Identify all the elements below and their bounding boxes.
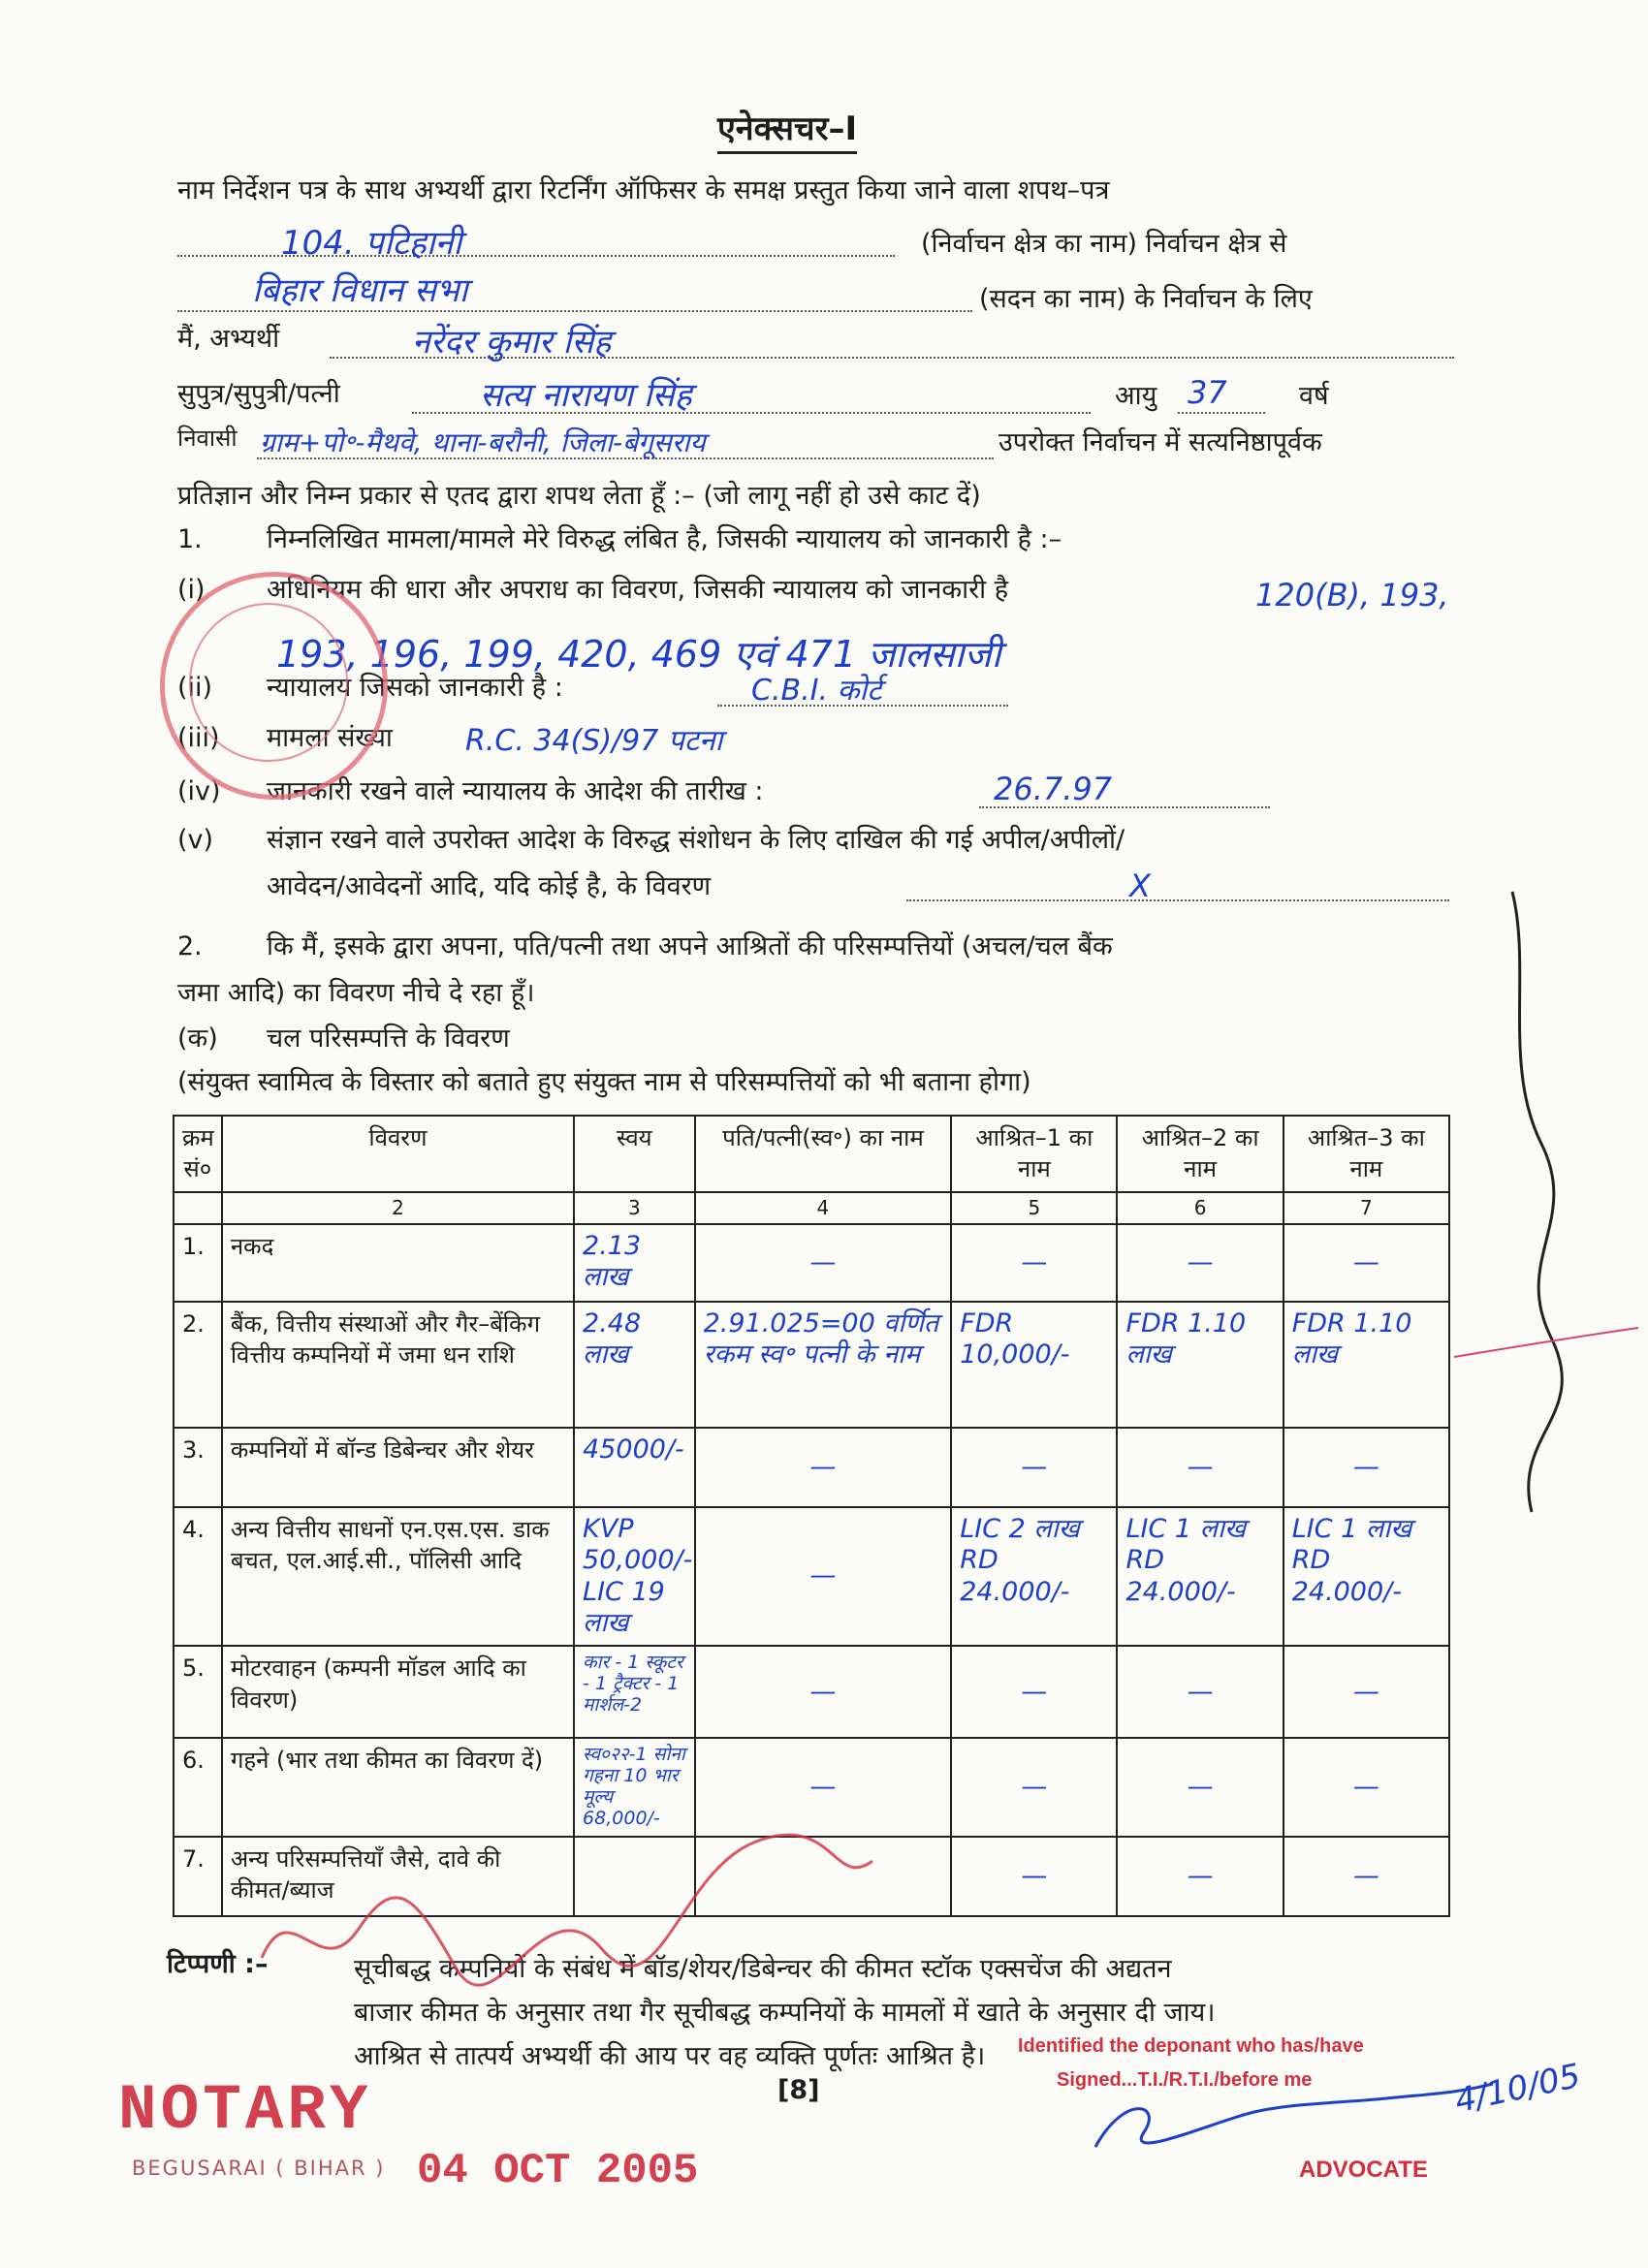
cell-serial: 4. xyxy=(174,1507,222,1647)
s1-item-value: R.C. 34(S)/97 पटना xyxy=(465,724,723,758)
s1-item-value: 120(B), 193, xyxy=(1255,577,1449,614)
s1-item-value: X xyxy=(1129,867,1151,904)
cell-self: 45000/- xyxy=(574,1428,695,1507)
signed-stamp: Signed...T.I./R.T.I./before me xyxy=(1057,2069,1313,2091)
relation-value: सत्य नारायण सिंह xyxy=(480,376,692,415)
s1-item-value: 26.7.97 xyxy=(994,771,1113,807)
cell-dependent-2: — xyxy=(1117,1837,1283,1916)
cell-serial: 6. xyxy=(174,1738,222,1836)
cell-self: कार - 1 स्कूटर - 1 ट्रैक्टर - 1 मार्शल-2 xyxy=(574,1646,695,1738)
s1-item-label: जानकारी रखने वाले न्यायालय के आदेश की तारीख : xyxy=(267,776,764,806)
cell-spouse: — xyxy=(695,1738,952,1836)
cell-dependent-1: — xyxy=(951,1646,1117,1738)
constituency-value: 104. पटिहानी xyxy=(281,224,462,263)
resident-suffix: उपरोक्त निर्वाचन में सत्यनिष्ठापूर्वक xyxy=(998,427,1322,457)
notary-stamp: NOTARY xyxy=(118,2074,372,2147)
cell-description: गहने (भार तथा कीमत का विवरण दें) xyxy=(222,1738,574,1836)
cell-self: 2.13 लाख xyxy=(574,1224,695,1302)
cell-dependent-1: — xyxy=(951,1837,1117,1916)
relation-label: सुपुत्र/सुपुत्री/पत्नी xyxy=(177,379,340,409)
house-value: बिहार विधान सभा xyxy=(252,271,468,310)
s1-item-label: आवेदन/आवेदनों आदि, यदि कोई है, के विवरण xyxy=(267,871,712,901)
s1-item-num: (v) xyxy=(177,825,214,855)
s1-item-label: न्यायालय जिसको जानकारी है : xyxy=(267,673,563,703)
s1-item-label: मामला संख्या xyxy=(267,723,393,753)
intro-line-1: नाम निर्देशन पत्र के साथ अभ्यर्थी द्वारा रिटर्निंग ऑफिसर के समक्ष प्रस्तुत किया जाने वाला शपथ–पत्र xyxy=(177,175,1110,205)
header-dependent-1: आश्रित–1 का नाम xyxy=(951,1116,1117,1192)
header-spouse: पति/पत्नी(स्व॰) का नाम xyxy=(695,1116,952,1192)
cell-self: 2.48 लाख xyxy=(574,1302,695,1428)
cell-dependent-2: — xyxy=(1117,1738,1283,1836)
cell-serial: 7. xyxy=(174,1837,222,1916)
cell-dependent-1: LIC 2 लाख RD 24.000/- xyxy=(951,1507,1117,1647)
cell-dependent-3: FDR 1.10 लाख xyxy=(1284,1302,1449,1428)
advocate-stamp: ADVOCATE xyxy=(1299,2157,1428,2183)
s1-item-num: (i) xyxy=(177,575,206,605)
resident-label: निवासी xyxy=(177,425,238,452)
cell-dependent-2: — xyxy=(1117,1428,1283,1507)
cell-dependent-3: — xyxy=(1284,1428,1449,1507)
cell-spouse: — xyxy=(695,1428,952,1507)
section1-text: निम्नलिखित मामला/मामले मेरे विरुद्ध लंबित है, जिसकी न्यायालय को जानकारी है :– xyxy=(267,524,1062,554)
intro-line-7: प्रतिज्ञान और निम्न प्रकार से एतद द्वारा शपथ लेता हूँ :– (जो लागू नहीं हो उसे काट दें) xyxy=(177,481,981,511)
cell-description: नकद xyxy=(222,1224,574,1302)
house-label: (सदन का नाम) के निर्वाचन के लिए xyxy=(979,284,1313,314)
cell-serial: 1. xyxy=(174,1224,222,1302)
resident-value: ग्राम+पो॰-मैथवे, थाना-बरौनी, जिला-बेगूसराय xyxy=(260,426,706,458)
cell-dependent-3: — xyxy=(1284,1837,1449,1916)
section1-number: 1. xyxy=(177,524,203,554)
footer-note-line-1: सूचीबद्ध कम्पनियों के संबंध में बॉड/शेयर/डिबेन्चर की कीमत स्टॉक एक्सचेंज की अद्यतन xyxy=(354,1954,1172,1984)
s1-item-label: अधिनियम की धारा और अपराध का विवरण, जिसकी न्यायालय को जानकारी है xyxy=(267,575,1009,605)
header-serial: क्रम सं० xyxy=(174,1116,222,1192)
col-number: 5 xyxy=(951,1192,1117,1224)
cell-dependent-3: — xyxy=(1284,1738,1449,1836)
section2-number: 2. xyxy=(177,931,203,961)
cell-serial: 5. xyxy=(174,1646,222,1738)
footer-note-line-2: बाजार कीमत के अनुसार तथा गैर सूचीबद्ध कम्पनियों के मामलों में खाते के अनुसार दी जाय। xyxy=(354,1998,1216,2028)
s1-item-num: (iv) xyxy=(177,776,221,806)
cell-spouse: — xyxy=(695,1646,952,1738)
col-number: 2 xyxy=(222,1192,574,1224)
s1-item-num: (ii) xyxy=(177,673,213,703)
s1-item-num: (iii) xyxy=(177,723,220,753)
col-number: 7 xyxy=(1284,1192,1449,1224)
s1-item-value: 193, 196, 199, 420, 469 एवं 471 जालसाजी xyxy=(276,633,1001,676)
cell-dependent-2: — xyxy=(1117,1646,1283,1738)
constituency-label: (निर्वाचन क्षेत्र का नाम) निर्वाचन क्षेत्र से xyxy=(921,229,1287,259)
footer-note-line-3: आश्रित से तात्पर्य अभ्यर्थी की आय पर वह व्यक्ति पूर्णतः आश्रित है। xyxy=(354,2041,986,2071)
page-title: एनेक्सचर–I xyxy=(717,105,857,154)
cell-spouse: — xyxy=(695,1507,952,1647)
age-value: 37 xyxy=(1188,374,1227,411)
notary-place: BEGUSARAI ( BIHAR ) xyxy=(132,2157,386,2180)
col-number: 3 xyxy=(574,1192,695,1224)
advocate-date: 4/10/05 xyxy=(1451,2056,1584,2122)
cell-dependent-2: LIC 1 लाख RD 24.000/- xyxy=(1117,1507,1283,1647)
section2-sub-number: (क) xyxy=(177,1024,218,1054)
cell-dependent-3: LIC 1 लाख RD 24.000/- xyxy=(1284,1507,1449,1647)
cell-description: कम्पनियों में बॉन्ड डिबेन्चर और शेयर xyxy=(222,1428,574,1507)
section2-line-2: जमा आदि) का विवरण नीचे दे रहा हूँ। xyxy=(177,978,535,1008)
section2-note: (संयुक्त स्वामित्व के विस्तार को बताते हुए संयुक्त नाम से परिसम्पत्तियों को भी बताना होगा) xyxy=(177,1067,1031,1097)
cell-self: स्व०२२-1 सोना गहना 10 भार मूल्य 68,000/- xyxy=(574,1738,695,1836)
cell-spouse: — xyxy=(695,1224,952,1302)
age-label: आयु xyxy=(1115,381,1157,411)
cell-description: अन्य वित्तीय साधनों एन.एस.एस. डाक बचत, एल.आई.सी., पॉलिसी आदि xyxy=(222,1507,574,1647)
header-dependent-3: आश्रित–3 का नाम xyxy=(1284,1116,1449,1192)
s1-item-value: C.B.I. कोर्ट xyxy=(751,674,882,708)
cell-serial: 2. xyxy=(174,1302,222,1428)
page-number: [8] xyxy=(777,2075,820,2105)
footer-note-label: टिप्पणी :– xyxy=(167,1949,269,1979)
stamp-date: 04 OCT 2005 xyxy=(417,2147,699,2195)
cell-serial: 3. xyxy=(174,1428,222,1507)
s1-item-label: संज्ञान रखने वाले उपरोक्त आदेश के विरुद्ध संशोधन के लिए दाखिल की गई अपील/अपीलों/ xyxy=(267,825,1125,855)
cell-dependent-1: FDR 10,000/- xyxy=(951,1302,1117,1428)
margin-mark xyxy=(1454,1328,1638,1357)
col-number: 4 xyxy=(695,1192,952,1224)
section2-line-1: कि मैं, इसके द्वारा अपना, पति/पत्नी तथा अपने आश्रितों की परिसम्पत्तियों (अचल/चल बैंक xyxy=(267,931,1113,961)
red-signature xyxy=(262,1835,872,1985)
section2-sub-title: चल परिसम्पत्ति के विवरण xyxy=(267,1024,510,1054)
cell-dependent-1: — xyxy=(951,1428,1117,1507)
cell-dependent-2: FDR 1.10 लाख xyxy=(1117,1302,1283,1428)
advocate-signature xyxy=(1095,2084,1493,2147)
cell-dependent-3: — xyxy=(1284,1646,1449,1738)
deponent-stamp: Identified the deponant who has/have xyxy=(1018,2035,1364,2057)
candidate-label: मैं, अभ्यर्थी xyxy=(177,324,280,354)
cell-spouse: 2.91.025=00 वर्णित रकम स्व॰ पत्नी के नाम xyxy=(695,1302,952,1428)
col-number: 6 xyxy=(1117,1192,1283,1224)
cell-dependent-3: — xyxy=(1284,1224,1449,1302)
age-unit: वर्ष xyxy=(1299,381,1329,411)
cell-description: मोटरवाहन (कम्पनी मॉडल आदि का विवरण) xyxy=(222,1646,574,1738)
cell-dependent-2: — xyxy=(1117,1224,1283,1302)
header-dependent-2: आश्रित–2 का नाम xyxy=(1117,1116,1283,1192)
header-self: स्वय xyxy=(574,1116,695,1192)
cell-description: अन्य परिसम्पत्तियाँ जैसे, दावे की कीमत/ब्याज xyxy=(222,1837,574,1916)
cell-dependent-1: — xyxy=(951,1224,1117,1302)
cell-self: KVP 50,000/- LIC 19 लाख xyxy=(574,1507,695,1647)
cell-description: बैंक, वित्तीय संस्थाओं और गैर–बेंकिग वित्तीय कम्पनियों में जमा धन राशि xyxy=(222,1302,574,1428)
margin-signature xyxy=(1512,892,1562,1512)
header-description: विवरण xyxy=(222,1116,574,1192)
candidate-value: नरेंदर कुमार सिंह xyxy=(412,323,612,362)
cell-dependent-1: — xyxy=(951,1738,1117,1836)
